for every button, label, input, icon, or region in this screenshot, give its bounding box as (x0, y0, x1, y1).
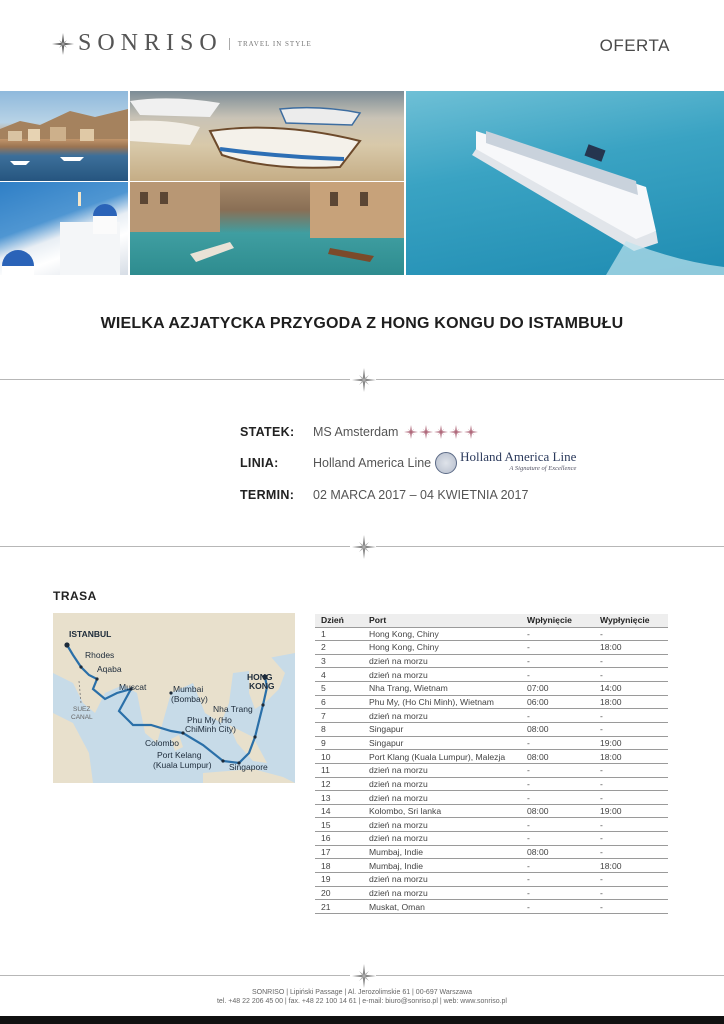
compass-star-icon (352, 535, 376, 559)
table-row (315, 886, 668, 900)
cell-day: 2 (315, 641, 363, 655)
holland-america-logo (435, 449, 577, 474)
cell-port: Port Klang (Kuala Lumpur), Malezja (363, 750, 521, 764)
route-heading: TRASA (53, 589, 97, 603)
date-label: TERMIN: (240, 488, 295, 502)
cell-day: 6 (315, 695, 363, 709)
map-label-hong: HONG (247, 672, 273, 682)
cell-day: 7 (315, 709, 363, 723)
cell-port: dzień na morzu (363, 709, 521, 723)
cell-port: Singapur (363, 722, 521, 736)
ship-label: STATEK: (240, 425, 295, 439)
cell-port: dzień na morzu (363, 668, 521, 682)
line-row (240, 451, 576, 475)
map-label-suez: SUEZ (73, 706, 91, 713)
table-row (315, 832, 668, 846)
santorini-photo (0, 182, 128, 275)
section-divider (0, 535, 724, 559)
cell-departure: - (594, 668, 668, 682)
cell-arrival: - (521, 791, 594, 805)
table-row (315, 859, 668, 873)
cell-departure: - (594, 627, 668, 641)
cell-arrival: - (521, 832, 594, 846)
page-header (0, 0, 724, 90)
cell-day: 21 (315, 900, 363, 914)
cell-day: 12 (315, 777, 363, 791)
cell-day: 13 (315, 791, 363, 805)
cell-port: Muskat, Oman (363, 900, 521, 914)
cell-departure: 19:00 (594, 804, 668, 818)
cell-port: dzień na morzu (363, 886, 521, 900)
cell-arrival: - (521, 709, 594, 723)
table-row (315, 900, 668, 914)
cell-arrival: - (521, 736, 594, 750)
col-header-arrival: Wpłynięcie (521, 614, 594, 627)
itinerary-table (315, 614, 668, 914)
cell-day: 3 (315, 654, 363, 668)
cell-arrival: - (521, 627, 594, 641)
cell-port: Nha Trang, Wietnam (363, 682, 521, 696)
compass-star-icon (52, 33, 74, 55)
table-row (315, 804, 668, 818)
line-name: Holland America Line (313, 456, 432, 470)
cell-departure: - (594, 722, 668, 736)
logo-tagline: TRAVEL IN STYLE (229, 38, 312, 50)
cell-departure: - (594, 791, 668, 805)
table-row (315, 791, 668, 805)
cell-arrival: - (521, 900, 594, 914)
cell-day: 10 (315, 750, 363, 764)
cell-arrival: 06:00 (521, 695, 594, 709)
map-label-mumbai: Mumbai (173, 684, 204, 694)
cell-day: 5 (315, 682, 363, 696)
map-label-muscat: Muscat (119, 682, 147, 692)
table-row (315, 641, 668, 655)
cruise-ship-photo (406, 91, 724, 275)
footer-address: SONRISO | Lipiński Passage | Al. Jerozolimskie 61 | 00-697 Warszawa (252, 989, 472, 996)
hal-emblem-icon (435, 452, 457, 474)
cell-departure: - (594, 900, 668, 914)
cell-day: 4 (315, 668, 363, 682)
cell-arrival: - (521, 818, 594, 832)
table-row (315, 777, 668, 791)
map-label-kong: KONG (249, 681, 275, 691)
cell-arrival: - (521, 859, 594, 873)
cell-arrival: 08:00 (521, 845, 594, 859)
cell-arrival: 08:00 (521, 750, 594, 764)
cell-departure: - (594, 777, 668, 791)
map-label-bombay: (Bombay) (171, 694, 208, 704)
table-row (315, 845, 668, 859)
map-label-colombo: Colombo (145, 738, 180, 748)
photo-collage (0, 91, 724, 275)
cell-port: Mumbaj, Indie (363, 859, 521, 873)
cell-port: Kolombo, Sri lanka (363, 804, 521, 818)
table-header-row (315, 614, 668, 627)
map-label-nha-trang: Nha Trang (213, 704, 253, 714)
cell-day: 1 (315, 627, 363, 641)
table-row (315, 709, 668, 723)
star-rating (404, 425, 479, 439)
map-label-rhodes: Rhodes (85, 650, 115, 660)
cell-day: 11 (315, 763, 363, 777)
venice-canal-photo (130, 182, 404, 275)
cell-departure: 18:00 (594, 641, 668, 655)
table-row (315, 695, 668, 709)
cell-departure: - (594, 873, 668, 887)
map-label-ho-chi-minh: ChiMinh City) (185, 724, 237, 734)
cell-departure: 14:00 (594, 682, 668, 696)
cell-port: Mumbaj, Indie (363, 845, 521, 859)
col-header-day: Dzień (315, 614, 363, 627)
table-row (315, 750, 668, 764)
ship-row (240, 420, 479, 444)
cell-arrival: 07:00 (521, 682, 594, 696)
cell-port: dzień na morzu (363, 873, 521, 887)
map-label-kuala-lumpur: (Kuala Lumpur) (153, 760, 212, 770)
cell-departure: - (594, 763, 668, 777)
table-row (315, 627, 668, 641)
cell-arrival: 08:00 (521, 804, 594, 818)
cell-departure: 18:00 (594, 750, 668, 764)
date-value: 02 MARCA 2017 – 04 KWIETNIA 2017 (313, 488, 529, 502)
cell-port: Phu My, (Ho Chi Minh), Wietnam (363, 695, 521, 709)
map-label-istanbul: ISTANBUL (69, 629, 112, 639)
route-map (53, 613, 295, 783)
cell-arrival: - (521, 641, 594, 655)
rating-star-icon (419, 425, 433, 439)
footer-contact[interactable]: tel. +48 22 206 45 00 | fax. +48 22 100 14 61 | e-mail: biuro@sonriso.pl | web: www.sonriso.pl (216, 998, 507, 1005)
cell-departure: - (594, 654, 668, 668)
col-header-port: Port (363, 614, 521, 627)
cell-departure: 19:00 (594, 736, 668, 750)
cell-arrival: - (521, 886, 594, 900)
rating-star-icon (434, 425, 448, 439)
cell-arrival: - (521, 777, 594, 791)
cell-port: dzień na morzu (363, 818, 521, 832)
cell-departure: - (594, 818, 668, 832)
map-label-aqaba: Aqaba (97, 664, 122, 674)
cell-day: 8 (315, 722, 363, 736)
table-row (315, 873, 668, 887)
table-row (315, 818, 668, 832)
col-header-departure: Wypłynięcie (594, 614, 668, 627)
cell-departure: - (594, 709, 668, 723)
hal-logo-tagline: A Signature of Excellence (509, 465, 577, 472)
table-row (315, 668, 668, 682)
hal-logo-name: Holland America Line (460, 449, 577, 464)
cell-day: 20 (315, 886, 363, 900)
cell-arrival: 08:00 (521, 722, 594, 736)
date-row (240, 483, 528, 507)
table-row (315, 722, 668, 736)
rating-star-icon (404, 425, 418, 439)
rating-star-icon (449, 425, 463, 439)
harbor-photo (0, 91, 128, 181)
compass-star-icon (352, 964, 376, 988)
section-divider (0, 368, 724, 392)
table-row (315, 763, 668, 777)
footer-bar (0, 1016, 724, 1024)
document-type: OFERTA (599, 36, 670, 55)
cell-arrival: - (521, 668, 594, 682)
cell-port: dzień na morzu (363, 832, 521, 846)
fishing-boats-photo (130, 91, 404, 181)
cell-arrival: - (521, 763, 594, 777)
map-label-canal: CANAL (71, 714, 93, 721)
rating-star-icon (464, 425, 478, 439)
cell-day: 19 (315, 873, 363, 887)
offer-title: WIELKA AZJATYCKA PRZYGODA Z HONG KONGU DO ISTAMBUŁU (100, 315, 624, 332)
cell-departure: 18:00 (594, 695, 668, 709)
cell-day: 15 (315, 818, 363, 832)
map-label-singapore: Singapore (229, 762, 268, 772)
cell-arrival: - (521, 873, 594, 887)
cell-day: 9 (315, 736, 363, 750)
cell-port: dzień na morzu (363, 791, 521, 805)
ship-name: MS Amsterdam (313, 425, 399, 439)
cell-day: 16 (315, 832, 363, 846)
logo-wordmark: SONRISO (78, 30, 223, 56)
cell-port: dzień na morzu (363, 763, 521, 777)
table-row (315, 736, 668, 750)
cell-port: Hong Kong, Chiny (363, 641, 521, 655)
cell-departure: - (594, 832, 668, 846)
cell-departure: 18:00 (594, 859, 668, 873)
cell-port: dzień na morzu (363, 654, 521, 668)
map-label-phu-my: Phu My (Ho (187, 715, 232, 725)
cell-arrival: - (521, 654, 594, 668)
sonriso-logo[interactable] (52, 30, 312, 57)
table-row (315, 682, 668, 696)
compass-star-icon (352, 368, 376, 392)
map-label-port-kelang: Port Kelang (157, 750, 202, 760)
cell-day: 18 (315, 859, 363, 873)
cell-day: 17 (315, 845, 363, 859)
cell-port: dzień na morzu (363, 777, 521, 791)
cell-departure: - (594, 845, 668, 859)
cell-port: Singapur (363, 736, 521, 750)
table-row (315, 654, 668, 668)
cell-day: 14 (315, 804, 363, 818)
line-label: LINIA: (240, 456, 279, 470)
cell-port: Hong Kong, Chiny (363, 627, 521, 641)
cell-departure: - (594, 886, 668, 900)
